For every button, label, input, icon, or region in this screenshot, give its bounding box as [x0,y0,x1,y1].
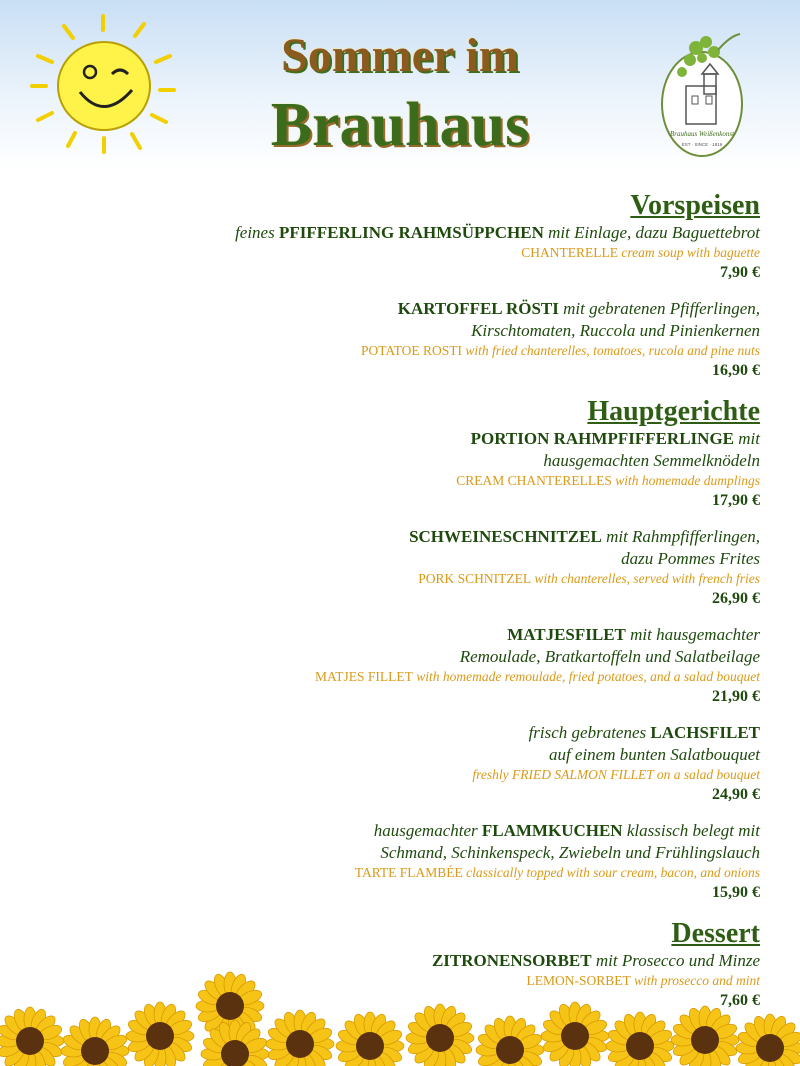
dish-description-english [160,342,760,360]
dish-description-english [160,244,760,262]
dish-price: 16,90 € [712,362,760,379]
sunflower-icon [0,1007,64,1066]
dish-text: klassisch belegt mit [622,821,760,840]
dish-description-german [160,222,760,244]
menu-item [160,624,760,708]
dish-name: SCHWEINESCHNITZEL [409,527,602,546]
dish-name-english: MATJES FILLET [315,669,413,684]
title-line-2: Brauhaus [270,91,530,159]
menu-item [160,222,760,284]
sunflower-icon [61,1017,129,1066]
menu-item [160,820,760,904]
dish-name: PORTION RAHMPFIFFERLINGE [470,429,735,448]
dish-description-german [160,298,760,320]
dish-name-english: CREAM CHANTERELLES [456,473,612,488]
svg-text:EST · SINCE · 1816: EST · SINCE · 1816 [681,142,723,147]
dish-price: 24,90 € [712,786,760,803]
dish-text-english: with chanterelles, served with french fries [531,571,760,586]
sunflower-icon [266,1010,334,1066]
dish-text: hausgemachten Semmelknödeln [543,451,760,470]
dish-text-english: with fried chanterelles, tomatoes, rucola and pine nuts [462,343,760,358]
dish-text: Schmand, Schinkenspeck, Zwiebeln und Frühlingslauch [380,843,760,862]
sunflower-icon [671,1006,739,1066]
dish-description-english [160,472,760,490]
dish-description-german [160,450,760,472]
sunflower-icon [736,1014,800,1066]
brauhaus-logo [656,30,748,160]
dish-text-english: classically topped with sour cream, bacon, and onions [462,865,760,880]
dish-description-german [160,744,760,766]
dish-text-english: freshly FRIED SALMON FILLET on a salad bouquet [472,767,760,782]
dish-text-english: with homemade remoulade, fried potatoes, and a salad bouquet [412,669,760,684]
dish-description-german [160,722,760,744]
menu-item [160,722,760,806]
sunflowers-decoration [0,946,800,1066]
dish-name-english: LEMON-SORBET [526,973,631,988]
dish-price: 15,90 € [712,884,760,901]
dish-name-english: PORK SCHNITZEL [418,571,532,586]
menu-item [160,526,760,610]
dish-price: 17,90 € [712,492,760,509]
dish-text: mit hausgemachter [625,625,760,644]
dish-name-english: TARTE FLAMBÉE [354,865,463,880]
dish-text: mit Rahmpfifferlingen, [601,527,760,546]
dish-text-english: with prosecco and mint [630,973,760,988]
dish-name: ZITRONENSORBET [431,951,592,970]
dish-price: 7,90 € [720,264,760,281]
dish-name: KARTOFFEL RÖSTI [397,299,559,318]
dish-name: FLAMMKUCHEN [481,821,623,840]
sun-icon [28,14,178,154]
dish-name-english: CHANTERELLE [521,245,619,260]
dish-text: hausgemachter [373,821,482,840]
dish-name: PFIFFERLING RAHMSÜPPCHEN [278,223,544,242]
dish-text: feines [235,223,279,242]
sunflower-icon [336,1012,404,1066]
dish-text: Remoulade, Bratkartoffeln und Salatbeilage [459,647,760,666]
dish-price: 7,60 € [720,992,760,1009]
dish-text: mit Einlage, dazu Baguettebrot [543,223,760,242]
menu-item [160,298,760,382]
dish-description-german [160,842,760,864]
dish-text: auf einem bunten Salatbouquet [548,745,760,764]
dish-description-german [160,320,760,342]
dish-description-english [160,668,760,686]
dish-price: 21,90 € [712,688,760,705]
dish-description-german [160,548,760,570]
dish-description-german [160,526,760,548]
dish-text: mit Prosecco und Minze [591,951,760,970]
title-line-1: Sommer im [281,29,519,82]
dish-name-english: POTATOE ROSTI [360,343,463,358]
dish-text: frisch gebratenes [528,723,651,742]
dish-description-german [160,624,760,646]
dish-description-english [160,570,760,588]
sunflower-icon [476,1016,544,1066]
dish-text-english: cream soup with baguette [618,245,760,260]
menu-item [160,428,760,512]
dish-description-english [160,864,760,882]
dish-text-english: with homemade dumplings [611,473,760,488]
section-heading: Dessert [671,918,760,949]
dish-description-english [160,766,760,784]
menu-content [160,190,760,1026]
dish-price: 26,90 € [712,590,760,607]
dish-text: mit [734,429,760,448]
section-heading: Vorspeisen [630,190,760,221]
dish-text: Kirschtomaten, Ruccola und Pinienkernen [471,321,760,340]
dish-text: mit gebratenen Pfifferlingen, [558,299,760,318]
sunflower-icon [406,1004,474,1066]
sunflower-icon [606,1012,674,1066]
dish-name: LACHSFILET [650,723,760,742]
dish-text: dazu Pommes Frites [621,549,760,568]
svg-text:Brauhaus Weißenkonst: Brauhaus Weißenkonst [669,130,735,138]
sunflower-icon [126,1002,194,1066]
dish-description-german [160,646,760,668]
section-heading: Hauptgerichte [587,396,760,427]
dish-name: MATJESFILET [507,625,626,644]
dish-description-german [160,428,760,450]
sunflower-icon [541,1002,609,1066]
dish-description-german [160,820,760,842]
